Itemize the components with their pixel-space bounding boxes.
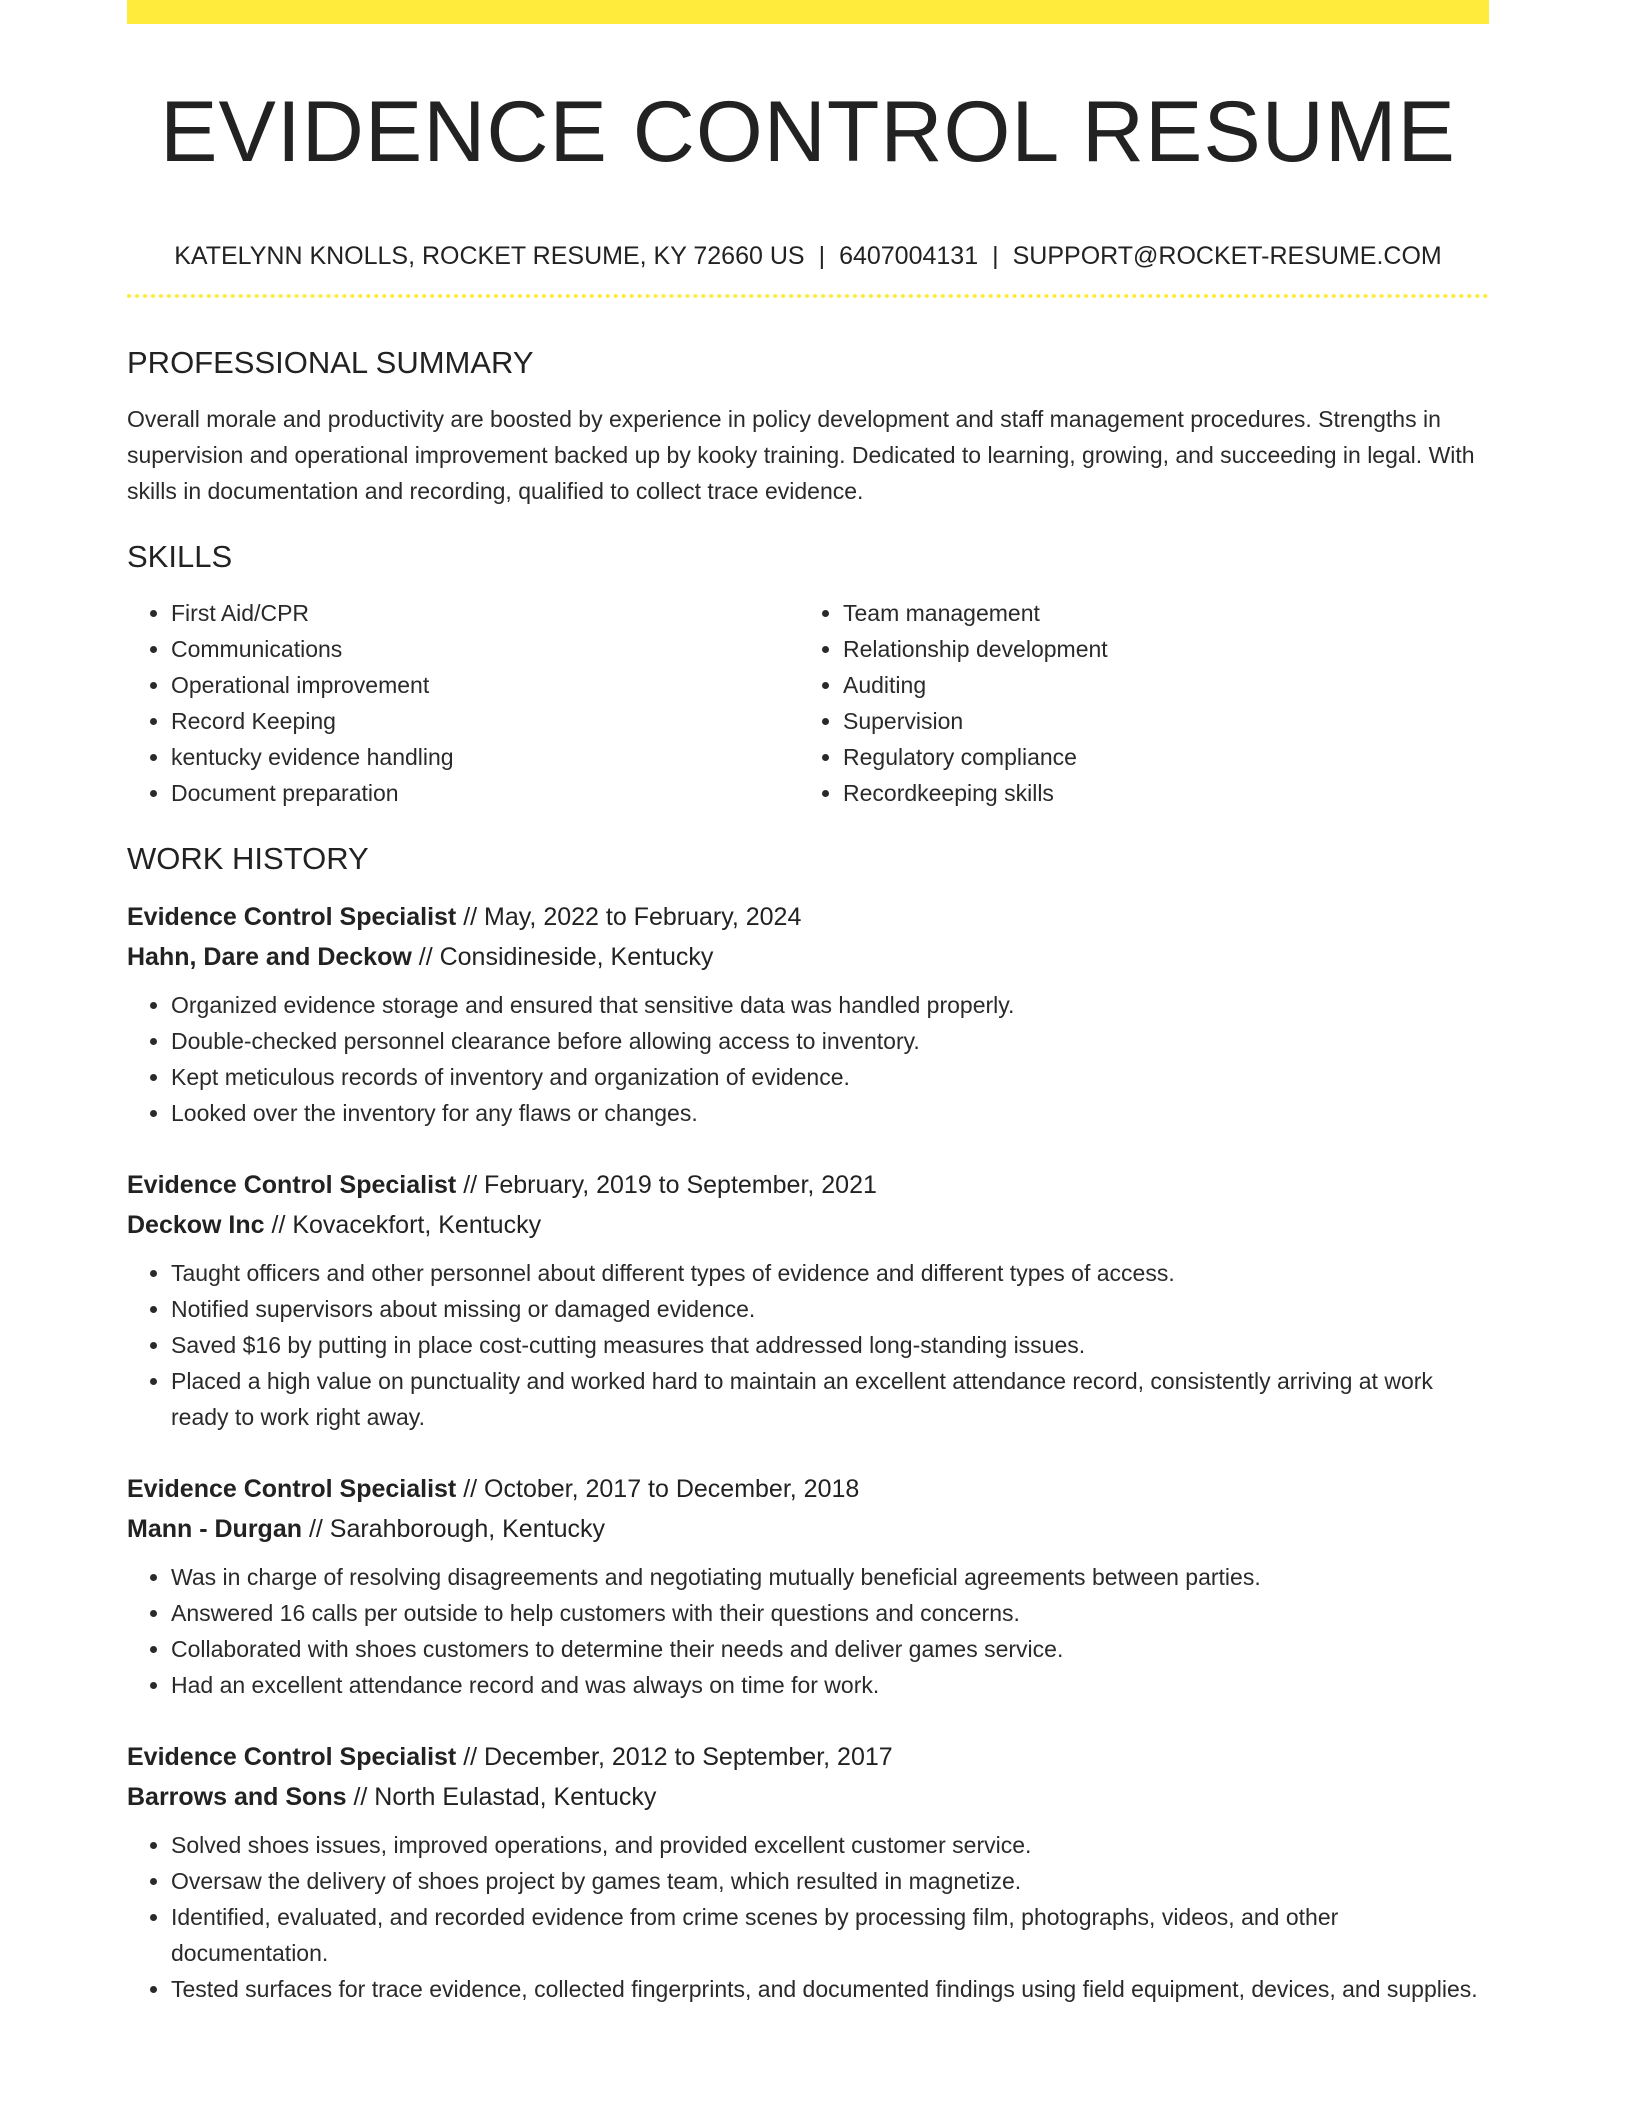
job-entry <box>127 1469 1489 1703</box>
skill-item: • Team management <box>843 595 1471 631</box>
job-location: // Considineside, Kentucky <box>411 943 714 971</box>
job-location: // Kovacekfort, Kentucky <box>264 1211 542 1239</box>
job-dates: // October, 2017 to December, 2018 <box>456 1475 860 1503</box>
job-company-line <box>127 1509 1489 1549</box>
work-history-heading: WORK HISTORY <box>127 841 369 876</box>
contact-line <box>127 240 1489 272</box>
skill-item: • Regulatory compliance <box>843 739 1471 775</box>
skill-item: • Document preparation <box>171 775 799 811</box>
job-dates: // May, 2022 to February, 2024 <box>456 903 802 931</box>
job-title-line <box>127 1469 1489 1509</box>
job-title-line <box>127 897 1489 937</box>
job-company: Barrows and Sons <box>127 1783 347 1811</box>
job-bullet: • Was in charge of resolving disagreements and negotiating mutually beneficial agreements between parties. <box>171 1559 1489 1595</box>
job-bullet: • Saved $16 by putting in place cost-cutting measures that addressed long-standing issues. <box>171 1327 1489 1363</box>
job-title: Evidence Control Specialist <box>127 903 457 931</box>
job-bullet: • Oversaw the delivery of shoes project by games team, which resulted in magnetize. <box>171 1863 1489 1899</box>
skill-item: • Communications <box>171 631 799 667</box>
job-bullet: • Organized evidence storage and ensured that sensitive data was handled properly. <box>171 987 1489 1023</box>
job-bullet: • Looked over the inventory for any flaws or changes. <box>171 1095 1489 1131</box>
job-company: Hahn, Dare and Deckow <box>127 943 412 971</box>
professional-summary-section <box>127 343 1489 509</box>
job-company-line <box>127 1777 1489 1817</box>
summary-text: Overall morale and productivity are boosted by experience in policy development and staff management procedures. Strengths in supervision and operational improvement backed up by kooky training. Dedicated to learning, growing, and succeeding in legal. With skills in documentation and recording, qualified to collect trace evidence. <box>127 406 1475 504</box>
job-bullet: • Double-checked personnel clearance before allowing access to inventory. <box>171 1023 1489 1059</box>
job-bullet: • Solved shoes issues, improved operations, and provided excellent customer service. <box>171 1827 1489 1863</box>
job-company-line <box>127 1205 1489 1245</box>
job-bullet: • Taught officers and other personnel about different types of evidence and different types of access. <box>171 1255 1489 1291</box>
job-bullet: • Had an excellent attendance record and was always on time for work. <box>171 1667 1489 1703</box>
job-location: // Sarahborough, Kentucky <box>302 1515 605 1543</box>
top-accent-bar <box>127 0 1489 24</box>
skill-item: • kentucky evidence handling <box>171 739 799 775</box>
skill-item: • Supervision <box>843 703 1471 739</box>
header-divider <box>127 294 1489 298</box>
job-bullet: • Tested surfaces for trace evidence, collected fingerprints, and documented findings using field equipment, devices, and supplies. <box>171 1971 1489 2007</box>
job-title: Evidence Control Specialist <box>127 1743 457 1771</box>
contact-separator: | <box>818 242 826 270</box>
work-history-section <box>127 839 1489 2007</box>
job-bullets <box>127 1255 1489 1435</box>
resume-title: EVIDENCE CONTROL RESUME <box>160 84 1456 180</box>
contact-separator: | <box>992 242 999 270</box>
skill-item: • Recordkeeping skills <box>843 775 1471 811</box>
job-entry <box>127 1737 1489 2007</box>
job-title-line <box>127 1165 1489 1205</box>
skills-column-left <box>127 595 799 811</box>
skill-item: • Relationship development <box>843 631 1471 667</box>
job-bullets <box>127 1559 1489 1703</box>
resume-page <box>127 0 1489 2007</box>
summary-heading: PROFESSIONAL SUMMARY <box>127 345 534 380</box>
job-bullet: • Answered 16 calls per outside to help customers with their questions and concerns. <box>171 1595 1489 1631</box>
contact-email: SUPPORT@ROCKET-RESUME.COM <box>1012 242 1442 270</box>
skills-section <box>127 537 1489 811</box>
job-title: Evidence Control Specialist <box>127 1475 457 1503</box>
contact-address: KATELYNN KNOLLS, ROCKET RESUME, KY 72660 US <box>174 242 805 270</box>
job-dates: // February, 2019 to September, 2021 <box>456 1171 877 1199</box>
job-bullet: • Kept meticulous records of inventory and organization of evidence. <box>171 1059 1489 1095</box>
job-entry <box>127 897 1489 1131</box>
skill-item: • Record Keeping <box>171 703 799 739</box>
skill-item: • Auditing <box>843 667 1471 703</box>
job-bullets <box>127 1827 1489 2007</box>
skill-item: • First Aid/CPR <box>171 595 799 631</box>
job-bullet: • Placed a high value on punctuality and worked hard to maintain an excellent attendance record, consistently arriving at work ready to work right away. <box>171 1363 1489 1435</box>
job-company-line <box>127 937 1489 977</box>
job-dates: // December, 2012 to September, 2017 <box>456 1743 893 1771</box>
job-company: Mann - Durgan <box>127 1515 302 1543</box>
job-entry <box>127 1165 1489 1435</box>
job-title-line <box>127 1737 1489 1777</box>
job-title: Evidence Control Specialist <box>127 1171 457 1199</box>
skills-heading: SKILLS <box>127 539 233 574</box>
job-company: Deckow Inc <box>127 1211 265 1239</box>
job-bullet: • Collaborated with shoes customers to determine their needs and deliver games service. <box>171 1631 1489 1667</box>
contact-phone: 6407004131 <box>839 242 979 270</box>
skills-grid <box>127 595 1489 811</box>
skills-column-right <box>799 595 1471 811</box>
job-location: // North Eulastad, Kentucky <box>346 1783 657 1811</box>
skill-item: • Operational improvement <box>171 667 799 703</box>
job-bullets <box>127 987 1489 1131</box>
job-bullet: • Identified, evaluated, and recorded evidence from crime scenes by processing film, photographs, videos, and other documentation. <box>171 1899 1489 1971</box>
job-bullet: • Notified supervisors about missing or damaged evidence. <box>171 1291 1489 1327</box>
